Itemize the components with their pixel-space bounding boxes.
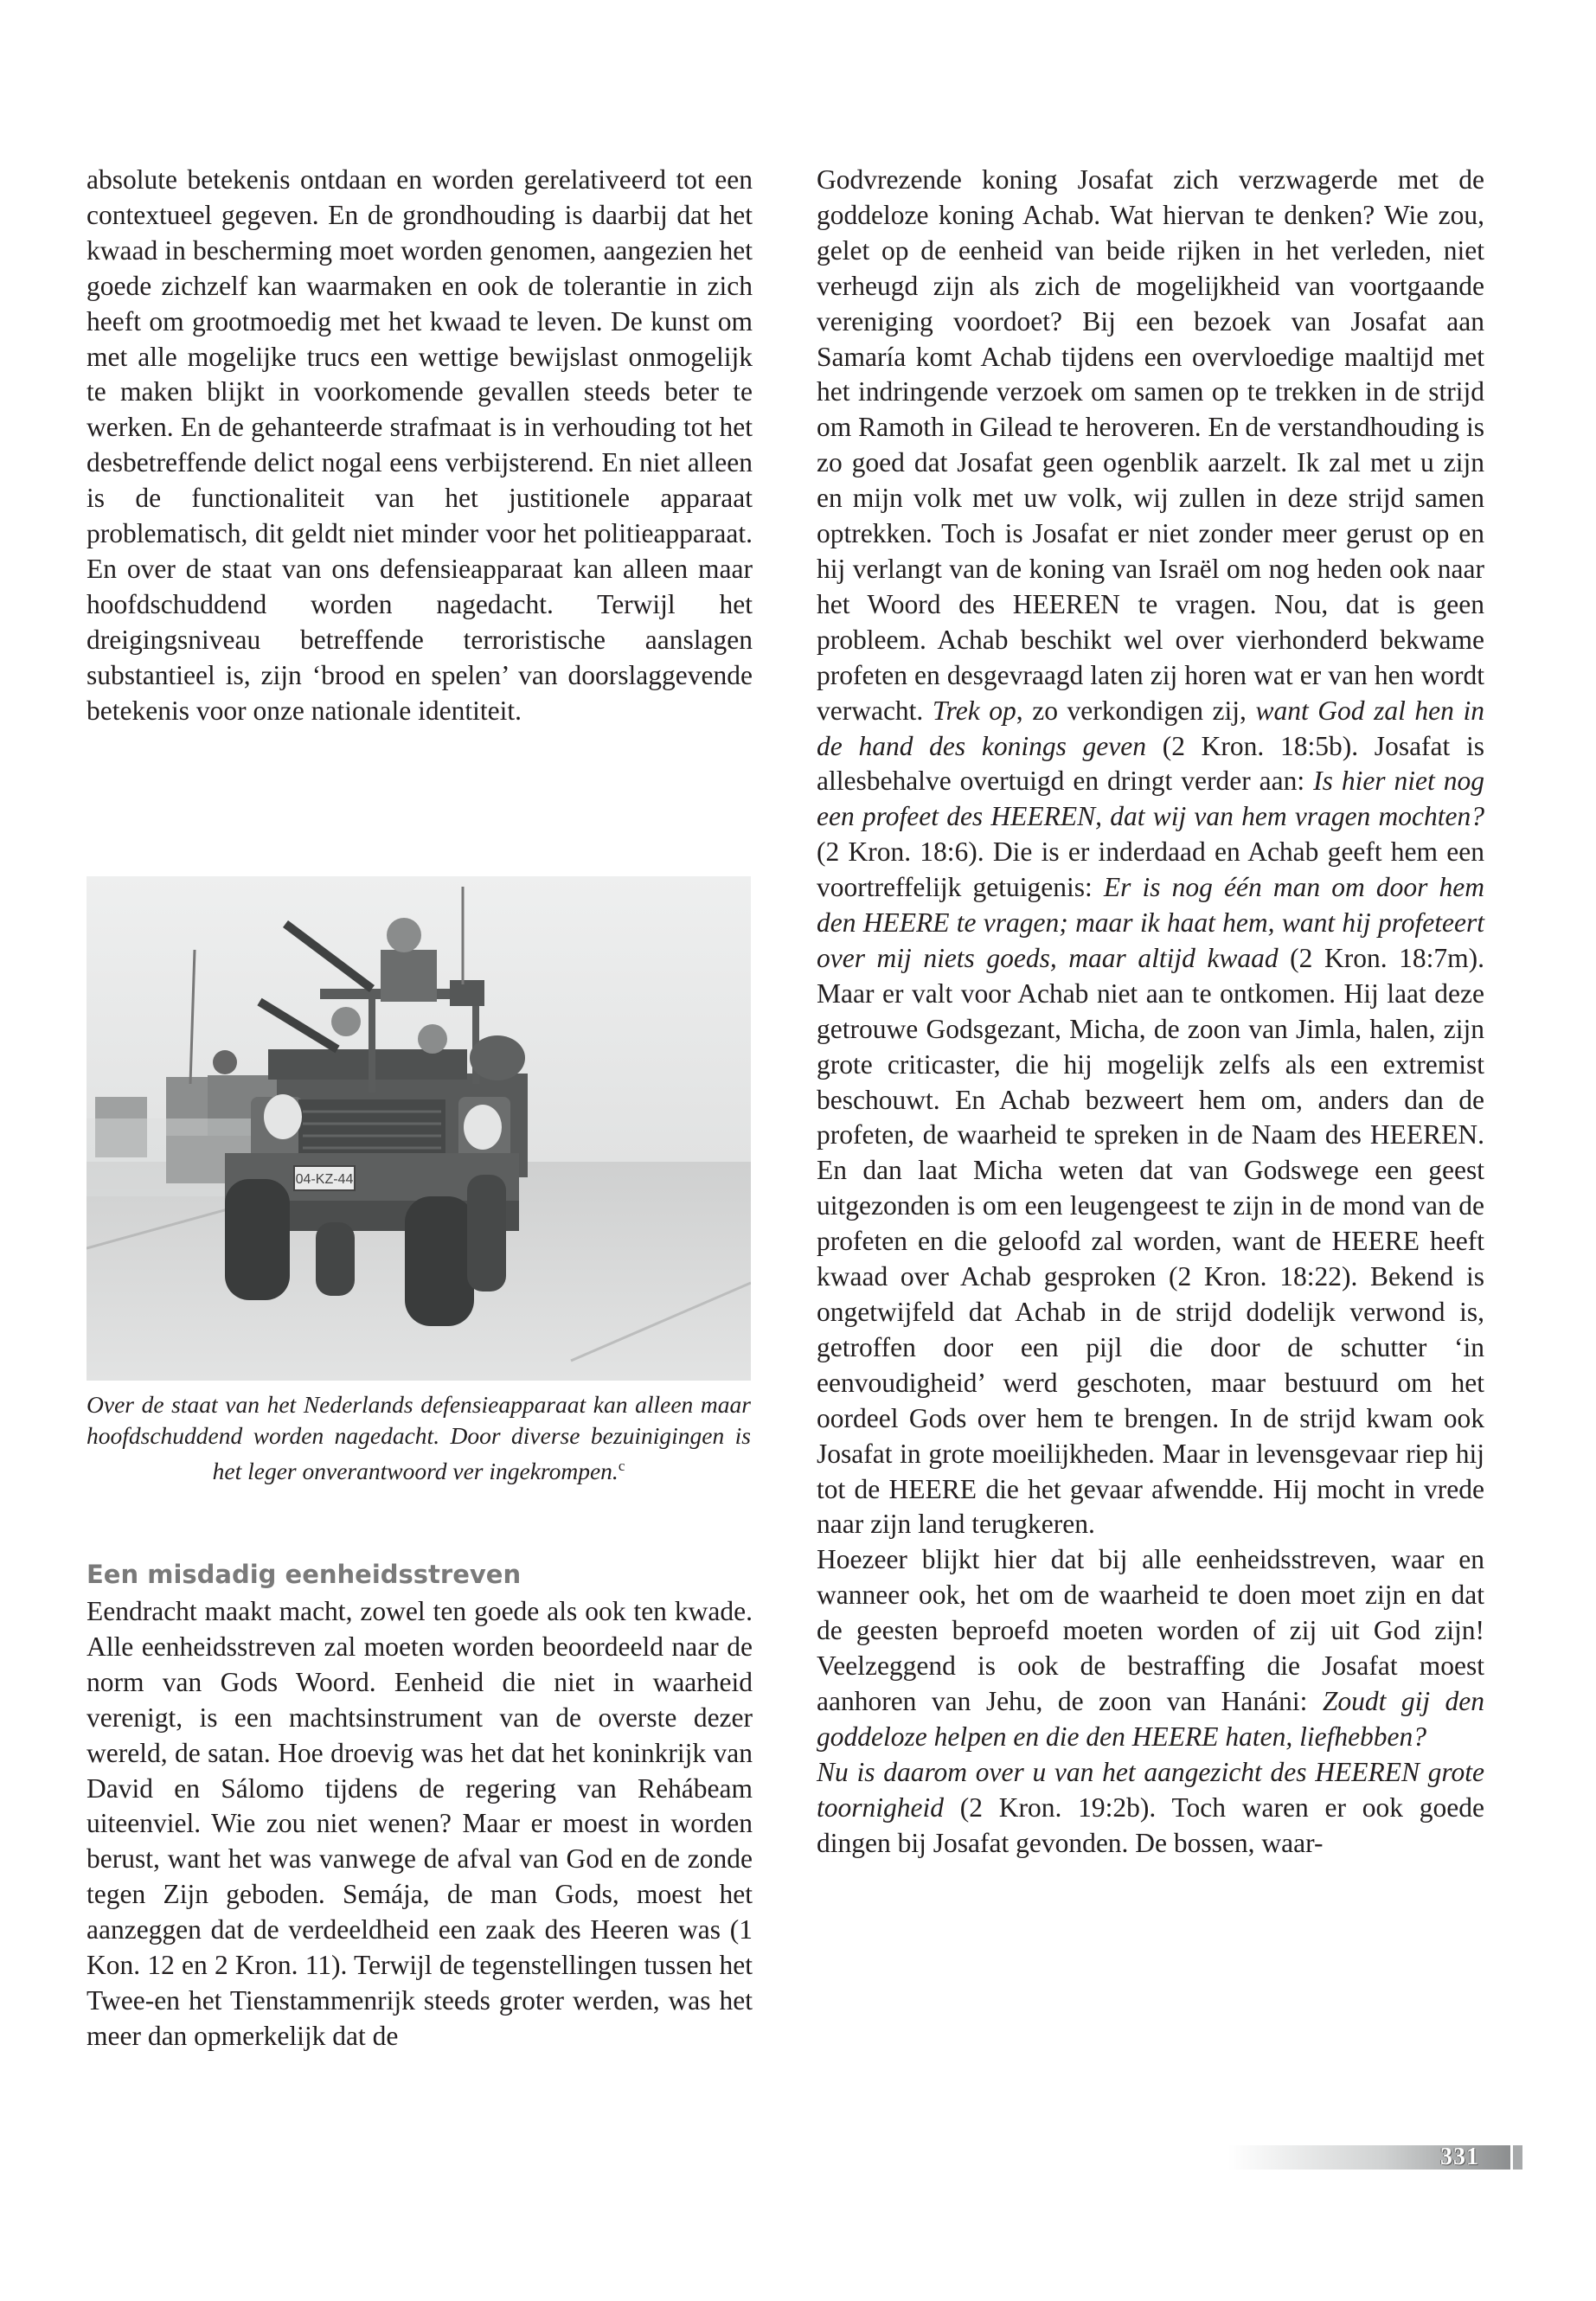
text-run: Godvrezende koning Josafat zich verzwagerde met de goddeloze koning Achab. Wat hiervan te denken? Wie zou, gelet op de eenheid van beide rijken in het verleden, niet verheugd zijn als zich de mogelijkheid van voortgaande vereniging voordoet? Bij een bezoek van Josafat aan Samaría komt Achab tijdens een overvloedige maaltijd met het indringende verzoek om samen op te trekken in de strijd om Ramoth in Gilead te heroveren. En de verstandhouding is zo goed dat Josafat geen ogenblik aarzelt. Ik zal met u zijn en mijn volk met uw volk, wij zullen in deze strijd samen optrekken. Toch is Josafat er niet zonder meer gerust op en hij verlangt van de koning van Israël om nog heden ook naar het Woord des HEEREN te vragen. Nou, dat is geen probleem. Achab beschikt wel over vierhonderd bekwame profeten en desgevraagd laten zij horen wat er van hen wordt verwacht. [817,164,1484,726]
scripture-quote: Zoudt gij den goddeloze helpen en die den HEERE haten, liefhebben? [817,1685,1484,1752]
right-paragraph-2 [817,1542,1484,1754]
text-run: (2 Kron. 18:5b). Josafat is allesbehalve overtuigd en dringt verder aan: [817,730,1485,797]
left-column [87,163,753,729]
intro-paragraph: absolute betekenis ontdaan en worden gerelativeerd tot een contextueel gegeven. En de grondhouding is daarbij dat het kwaad in bescherming moet worden genomen, aangezien het goede zichzelf kan waarmaken en ook de tolerantie in zich heeft om grootmoedig met het kwaad te leven. De kunst om met alle mogelijke trucs een wettige bewijslast onmogelijk te maken blijkt in voorkomende gevallen steeds beter te werken. En de gehanteerde strafmaat is in verhouding tot het desbetreffende delict nogal eens verbijsterend. En niet alleen is de functionaliteit van het justitionele apparaat problematisch, dit geldt niet minder voor het politieapparaat. En over de staat van ons defensieapparaat kan alleen maar hoofdschuddend worden nagedacht. Terwijl het dreigingsniveau betreffende terroristische aanslagen substantieel is, zijn ‘brood en spelen’ van doorslaggevende betekenis voor onze nationale identiteit. [87,164,753,726]
caption-footnote-marker: c [618,1458,625,1474]
page-edge-tab [1513,2145,1522,2170]
photo-caption [87,1389,751,1487]
scripture-quote: Is hier niet nog een profeet des HEEREN, dat wij van hem vragen mochten? [817,766,1484,832]
svg-text:04-KZ-44: 04-KZ-44 [295,1172,354,1187]
right-column [817,163,1484,1862]
army-vehicle-photo [87,876,751,1381]
section-paragraph: Eendracht maakt macht, zowel ten goede als ook ten kwade. Alle eenheidsstreven zal moeten worden beoordeeld naar de norm van Gods Woord. Eenheid die niet in waarheid verenigt, is een machtsinstrument van de overste dezer wereld, de satan. Hoe droevig was het dat het koninkrijk van David en Sálomo tijdens de regering van Rehábeam uiteenviel. Wie zou niet wenen? Maar er moest in worden berust, want het was vanwege de afval van God en de zonde tegen Zijn geboden. Semája, de man Gods, moest het aanzeggen dat de verdeeldheid een zaak des Heeren was (1 Kon. 12 en 2 Kron. 11). Terwijl de tegenstellingen tussen het Twee-en het Tienstammenrijk steeds groter werden, was het meer dan opmerkelijk dat de [87,1596,753,2051]
text-run: Hoezeer blijkt hier dat bij alle eenheidsstreven, waar en wanneer ook, het om de waarheid te doen moet zijn en dat de geesten beproefd moeten worden of zij uit God zijn! Veelzeggend is ook de bestraffing die Josafat moest aanhoren van Jehu, de zoon van Hanáni: [817,1544,1484,1716]
text-run: , zo verkondigen zij, [1016,695,1256,726]
right-paragraph-3 [817,1755,1484,1862]
text-run: (2 Kron. 18:7m). Maar er valt voor Achab niet aan te ontkomen. Hij laat deze getrouwe Godsgezant, Micha, de zoon van Jimla, halen, zijn grote criticaster, die hij mogelijk zelfs als een extremist beschouwt. En Achab bezweert hem om, anders dan de profeten, de waarheid te spreken in de Naam des HEEREN. En dan laat Micha weten dat van Godswege een geest uitgezonden is om een leugengeest te zijn in de mond van de profeten en die geloofd zal worden, want de HEERE heeft kwaad over Achab gesproken (2 Kron. 18:22). Bekend is ongetwijfeld dat Achab in de strijd dodelijk verwond is, getroffen door een pijl die door de schutter ‘in eenvoudigheid’ werd geschoten, maar bestuurd om het oordeel Gods over hem te brengen. In de strijd kwam ook Josafat in grote moeilijkheden. Maar in levensgevaar riep hij tot de HEERE die het gevaar afwendde. Hij mocht in vrede naar zijn land terugkeren. [817,942,1484,1540]
text-run: (2 Kron. 18:6). Die is er inderdaad en Achab geeft hem een voortreffelijk getuigenis: [817,836,1484,903]
right-paragraph-1 [817,163,1484,1542]
scripture-quote: Trek op [932,695,1016,726]
section-heading: Een misdadig eenheidsstreven [87,1560,522,1589]
army-vehicle-illustration [87,876,751,1381]
caption-text: Over de staat van het Nederlands defensieapparaat kan alleen maar hoofdschuddend worden nagedacht. Door diverse bezuinigingen is het leger onverantwoord ver ingekrompen. [87,1391,751,1485]
section-body [87,1594,753,2054]
scripture-quote: want God zal hen in de hand des konings geven [817,695,1484,761]
text-run: (2 Kron. 19:2b). Toch waren er ook goede dingen bij Josafat gevonden. De bossen, waar- [817,1791,1484,1858]
scripture-quote: Er is nog één man om door hem den HEERE te vragen; maar ik haat hem, want hij profeteert over mij niets goeds, maar altijd kwaad [817,872,1484,973]
page-number: 331 [1440,2144,1479,2170]
page-number-bar [1228,2145,1510,2170]
scripture-quote: Nu is daarom over u van het aangezicht des HEEREN grote toornigheid [817,1756,1484,1823]
